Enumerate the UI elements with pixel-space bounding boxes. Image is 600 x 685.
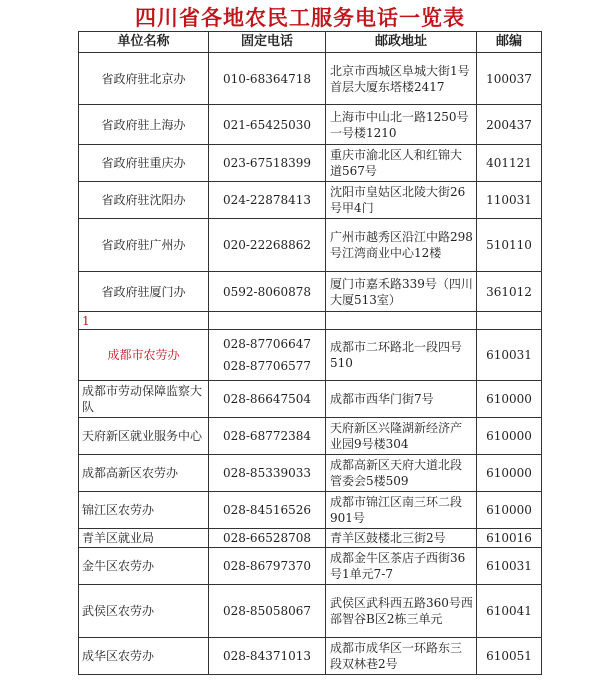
unit-cell: 青羊区就业局 — [79, 529, 209, 548]
phone-cell: 021-65425030 — [209, 105, 326, 145]
address-cell: 重庆市渝北区人和红锦大道567号 — [326, 145, 477, 182]
address-cell: 成都高新区天府大道北段管委会5楼509 — [326, 455, 477, 492]
section-row — [79, 312, 542, 330]
zip-cell: 110031 — [477, 182, 542, 219]
address-cell: 天府新区兴隆湖新经济产业园9号楼304 — [326, 418, 477, 455]
table-row — [79, 381, 542, 418]
empty-cell — [326, 312, 477, 330]
zip-cell: 361012 — [477, 272, 542, 312]
unit-cell: 成都高新区农劳办 — [79, 455, 209, 492]
section-number: 1 — [79, 312, 209, 330]
zip-cell: 610031 — [477, 548, 542, 585]
phone-cell: 024-22878413 — [209, 182, 326, 219]
table-row — [79, 182, 542, 219]
table-row — [79, 145, 542, 182]
unit-cell: 成都市农劳办 — [79, 330, 209, 381]
unit-cell: 省政府驻北京办 — [79, 53, 209, 105]
phone-cell — [209, 330, 326, 381]
header-phone: 固定电话 — [209, 32, 326, 53]
phone-cell: 010-68364718 — [209, 53, 326, 105]
phone-cell: 028-85339033 — [209, 455, 326, 492]
table-row — [79, 548, 542, 585]
phone-cell: 023-67518399 — [209, 145, 326, 182]
table-row — [79, 105, 542, 145]
phone-line-1: 028-87706647 — [222, 337, 312, 351]
zip-cell: 610000 — [477, 455, 542, 492]
unit-cell: 天府新区就业服务中心 — [79, 418, 209, 455]
zip-cell: 610051 — [477, 638, 542, 675]
zip-cell: 510110 — [477, 219, 542, 272]
header-unit: 单位名称 — [79, 32, 209, 53]
phone-cell: 020-22268862 — [209, 219, 326, 272]
table-row — [79, 638, 542, 675]
address-cell: 成都市成华区一环路东三段双林巷2号 — [326, 638, 477, 675]
page-title: 四川省各地农民工服务电话一览表 — [135, 5, 465, 30]
table-row — [79, 53, 542, 105]
address-cell: 成都金牛区茶店子西街36号1单元7-7 — [326, 548, 477, 585]
address-cell: 北京市西城区阜城大街1号首层大厦东塔楼2417 — [326, 53, 477, 105]
zip-cell: 200437 — [477, 105, 542, 145]
unit-cell: 省政府驻厦门办 — [79, 272, 209, 312]
address-cell: 厦门市嘉禾路339号（四川大厦513室） — [326, 272, 477, 312]
address-cell: 成都市二环路北一段四号510 — [326, 330, 477, 381]
address-cell: 成都市西华门街7号 — [326, 381, 477, 418]
zip-cell: 610031 — [477, 330, 542, 381]
table-row — [79, 455, 542, 492]
unit-cell: 省政府驻沈阳办 — [79, 182, 209, 219]
header-zip: 邮编 — [477, 32, 542, 53]
address-cell: 成都市锦江区南三环二段901号 — [326, 492, 477, 529]
header-address: 邮政地址 — [326, 32, 477, 53]
unit-cell: 省政府驻广州办 — [79, 219, 209, 272]
phone-cell: 028-66528708 — [209, 529, 326, 548]
table-row — [79, 529, 542, 548]
address-cell: 武侯区武科西五路360号西部智谷B区2栋三单元 — [326, 585, 477, 638]
table-row — [79, 492, 542, 529]
phone-cell: 028-86797370 — [209, 548, 326, 585]
zip-cell: 610000 — [477, 492, 542, 529]
unit-cell: 成都市劳动保障监察大队 — [79, 381, 209, 418]
address-cell: 青羊区鼓楼北三街2号 — [326, 529, 477, 548]
address-cell: 沈阳市皇姑区北陵大街26号甲4门 — [326, 182, 477, 219]
zip-cell: 610016 — [477, 529, 542, 548]
phone-line-2: 028-87706577 — [222, 359, 312, 373]
phone-cell: 028-68772384 — [209, 418, 326, 455]
phone-cell: 0592-8060878 — [209, 272, 326, 312]
unit-cell: 省政府驻上海办 — [79, 105, 209, 145]
zip-cell: 610000 — [477, 381, 542, 418]
unit-cell: 金牛区农劳办 — [79, 548, 209, 585]
phone-cell: 028-86647504 — [209, 381, 326, 418]
table-row — [79, 272, 542, 312]
zip-cell: 610041 — [477, 585, 542, 638]
contact-table — [78, 31, 542, 675]
empty-cell — [477, 312, 542, 330]
unit-cell: 武侯区农劳办 — [79, 585, 209, 638]
address-cell: 广州市越秀区沿江中路298号江湾商业中心12楼 — [326, 219, 477, 272]
unit-cell: 锦江区农劳办 — [79, 492, 209, 529]
zip-cell: 401121 — [477, 145, 542, 182]
phone-cell: 028-84516526 — [209, 492, 326, 529]
phone-cell: 028-85058067 — [209, 585, 326, 638]
phone-cell: 028-84371013 — [209, 638, 326, 675]
address-cell: 上海市中山北一路1250号一号楼1210 — [326, 105, 477, 145]
zip-cell: 100037 — [477, 53, 542, 105]
table-row — [79, 219, 542, 272]
table-row — [79, 418, 542, 455]
unit-cell: 省政府驻重庆办 — [79, 145, 209, 182]
table-row — [79, 330, 542, 381]
unit-cell: 成华区农劳办 — [79, 638, 209, 675]
table-row — [79, 585, 542, 638]
zip-cell: 610000 — [477, 418, 542, 455]
empty-cell — [209, 312, 326, 330]
header-row — [79, 32, 542, 53]
